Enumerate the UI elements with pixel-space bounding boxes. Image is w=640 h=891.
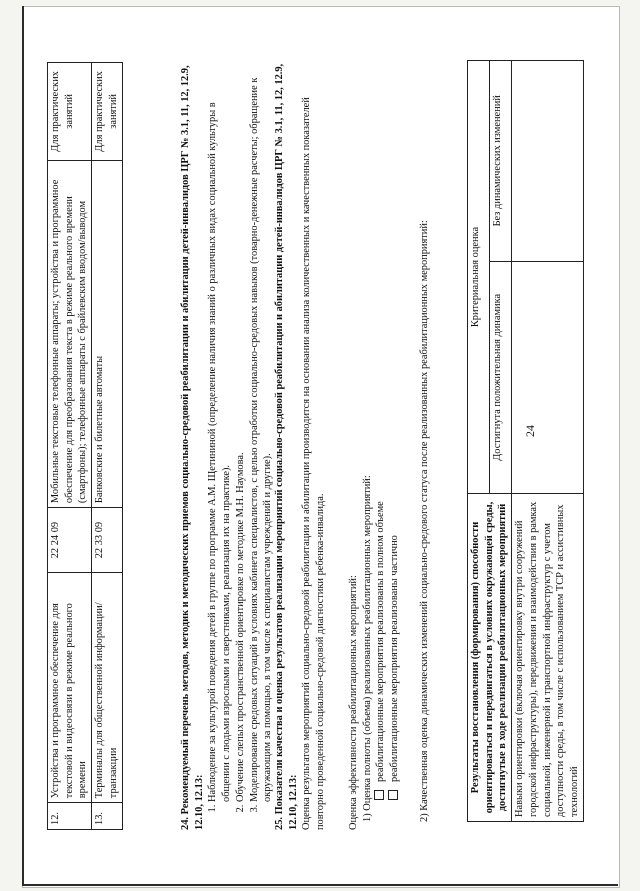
- equipment-name: Терминалы для общественной информации/транзакции: [92, 573, 122, 803]
- table-header-row: [468, 61, 490, 822]
- scan-edge-left: [22, 6, 24, 886]
- effectiveness-question-2: 2) Качественная оценка динамических изменений социально-средового статуса после реализованных реабилитационных мероприятий:: [418, 220, 430, 822]
- page-number: 24: [523, 425, 537, 437]
- table-row: [512, 61, 584, 822]
- list-item: 3. Моделирование средовых ситуаций в условиях кабинета специалистов, с целью отработки социально-средовых навыков (товарно-денежные расчеты; обращение к окружающим за помощью, в том числе к специалистам учреждений и другие).: [248, 60, 275, 802]
- no-change-cell[interactable]: [512, 61, 584, 262]
- positive-dynamics-header: Достигнута положительная динамика: [490, 261, 512, 493]
- table-row: [48, 63, 92, 830]
- list-item: 1. Наблюдение за культурой поведения детей в группе по программе А.М. Щетининой (определение наличия знаний о различных видах социальной культуры в общении с людьми взрослыми и сверстниками, реализация их на практике).: [206, 60, 233, 802]
- option-label: реабилитационные мероприятия реализованы частично: [389, 535, 401, 782]
- checkbox[interactable]: [374, 790, 384, 800]
- equipment-description: Мобильные текстовые телефонные аппараты; устройства и программное обеспечение для преобразования текста в режиме реального времени (смартфоны); телефонные аппараты с брайлевским вводом/выводом: [48, 160, 92, 507]
- list-item: 2. Обучение слепых пространственной ориентировке по методике М.Н. Наумова.: [234, 60, 248, 802]
- equipment-code: 22 33 09: [92, 508, 122, 573]
- results-header: Результаты восстановления (формирования) способности ориентироваться и передвигаться в условиях окружающей среды, достигнутые в ходе реализации реабилитационных мероприятий: [468, 494, 512, 822]
- effectiveness-block: [347, 60, 432, 830]
- equipment-description: Банковские и билетные автоматы: [92, 160, 122, 507]
- section-24: [179, 60, 275, 830]
- section-25-heading: 25. Показатели качества и оценка результатов реализации мероприятий социально-средовой реабилитации и абилитации детей-инвалидов ЦРГ № 3.1, 11, 12, 12.9, 12.10, 12.13:: [274, 63, 299, 830]
- checkbox[interactable]: [388, 790, 398, 800]
- methods-list: [206, 60, 275, 830]
- option-full: [374, 60, 388, 800]
- effectiveness-title: Оценка эффективности реабилитационных мероприятий:: [348, 575, 359, 830]
- table-row: [92, 63, 122, 830]
- effectiveness-question-1: 1) Оценка полноты (объема) реализованных реабилитационных мероприятий:: [361, 475, 373, 822]
- equipment-name: Устройства и программное обеспечение для текстовой и видеосвязи в режиме реального времени: [48, 573, 92, 803]
- equipment-code: 22 24 09: [48, 508, 92, 573]
- option-label: реабилитационные мероприятия реализованы в полном объеме: [375, 501, 387, 782]
- skills-cell: Навыки ориентировки (включая ориентировку внутри сооружений городской инфраструктуры), передвижения и взаимодействия в рамках социальной, инженерной и транспортной инфраструктур с учетом доступности среды, в том числе с использованием ТСР и ассистивных технологий: [512, 494, 584, 822]
- positive-dynamics-cell[interactable]: [512, 261, 584, 493]
- scan-edge-bottom: [22, 884, 618, 886]
- assessment-table: [467, 60, 584, 822]
- option-partial: [388, 60, 402, 800]
- equipment-table: [47, 62, 123, 830]
- equipment-purpose: Для практических занятий: [92, 63, 122, 161]
- row-number: 12.: [48, 803, 92, 830]
- section-25: [273, 60, 328, 830]
- section-24-heading: 24. Рекомендуемый перечень методов, методик и методических приемов социально-средовой реабилитации и абилитации детей-инвалидов ЦРГ № 3.1, 11, 12, 12.9, 12.10, 12.13:: [180, 65, 205, 830]
- rotated-content: [47, 60, 607, 830]
- equipment-purpose: Для практических занятий: [48, 63, 92, 161]
- no-change-header: Без динамических изменений: [490, 61, 512, 262]
- section-25-paragraph: Оценка результатов мероприятий социально-средовой реабилитации и абилитации производится на основании анализа количественных и качественных показателей повторно проведенной социально-средовой диагностики ребенка-инвалида.: [301, 97, 327, 830]
- row-number: 13.: [92, 803, 122, 830]
- criteria-header: Критериальная оценка: [468, 61, 490, 494]
- effectiveness-options: [374, 60, 401, 830]
